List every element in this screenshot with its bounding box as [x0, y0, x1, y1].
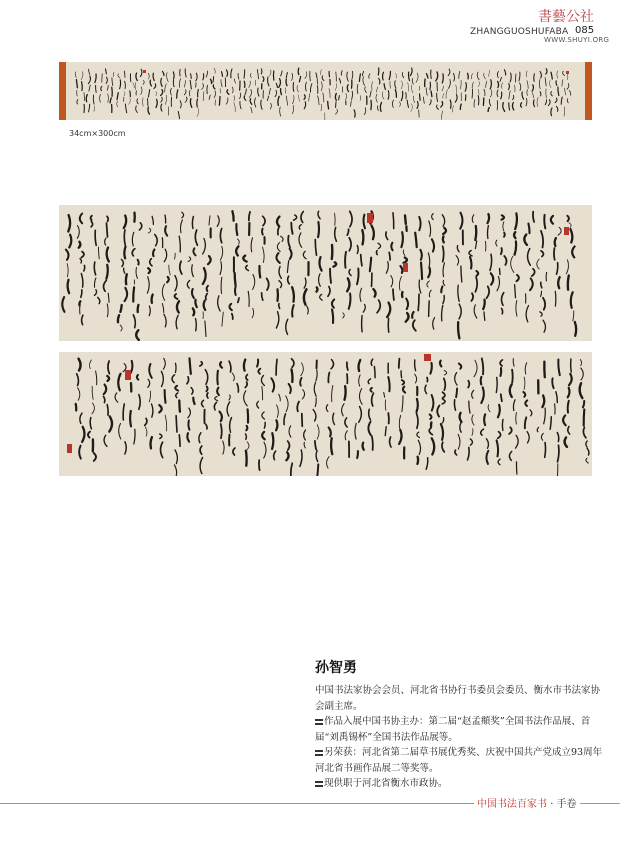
watermark-url: WWW.SHUYI.ORG: [544, 36, 610, 44]
seal-mark: [143, 70, 146, 73]
handscroll-detail-image-1: [59, 205, 592, 341]
artist-name: 孙智勇: [315, 660, 357, 676]
seal-mark: [367, 213, 373, 223]
calligraphy-overview-strokes: [59, 62, 592, 120]
seal-mark: [403, 263, 408, 272]
seal-mark: [564, 227, 569, 235]
mount-edge-right: [585, 62, 592, 120]
bio-employment-text: 现供职于河北省衡水市政协。: [324, 778, 448, 789]
footer-separator: ·: [550, 799, 554, 810]
bio-membership: 中国书法家协会会员、河北省书协行书委员会委员、衡水市书法家协会副主席。: [315, 685, 601, 712]
artwork-dimensions: 34cm×300cm: [69, 129, 126, 138]
footer-volume: 手卷: [556, 799, 577, 810]
seal-mark: [566, 71, 569, 74]
bio-awards: [315, 745, 603, 776]
bio-awards-text: 另荣获：河北省第二届草书展优秀奖、庆祝中国共产党成立93周年河北省书画作品展二等奖等。: [315, 747, 603, 774]
bullet-mark-icon: [315, 781, 323, 787]
watermark-title: 書藝公社: [538, 9, 594, 25]
calligraphy-detail-strokes: [59, 205, 592, 341]
seal-mark: [67, 444, 72, 453]
page-number: 085: [575, 25, 595, 36]
handscroll-overview-image: [59, 62, 592, 120]
calligraphy-detail-strokes: [59, 352, 592, 476]
handscroll-detail-image-2: [59, 352, 592, 476]
footer-series-title: 中国书法百家书: [477, 799, 547, 810]
mount-edge-left: [59, 62, 66, 120]
seal-mark: [125, 370, 131, 380]
footer-book-title: [474, 795, 580, 810]
bio-employment: [315, 776, 603, 792]
bio-exhibitions-text: 作品入展中国书协主办：第二届“赵孟頫奖”全国书法作品展、首届“刘禹锡杯”全国书法作品展等。: [315, 716, 591, 743]
bullet-mark-icon: [315, 719, 323, 725]
seal-mark: [424, 354, 431, 361]
bio-exhibitions: [315, 714, 603, 745]
header-site-label: ZHANGGUOSHUFABA: [470, 27, 569, 37]
artist-bio: [315, 657, 603, 792]
bullet-mark-icon: [315, 750, 323, 756]
watermark-logo: [520, 6, 612, 50]
